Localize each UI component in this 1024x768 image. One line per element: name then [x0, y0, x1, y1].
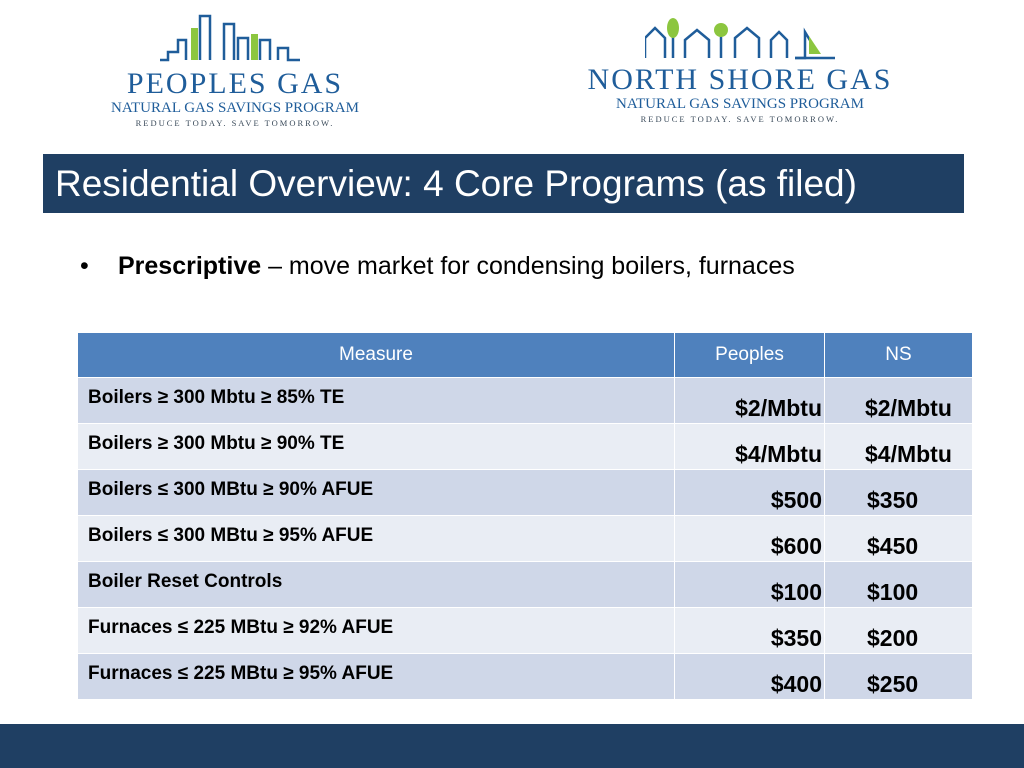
peoples-value-cell: $600 — [675, 516, 825, 562]
city-skyline-icon — [160, 10, 310, 66]
bullet-description: – move market for condensing boilers, furnaces — [261, 252, 795, 280]
ns-value-cell: $350 — [825, 470, 973, 516]
measure-cell: Furnaces ≤ 225 MBtu ≥ 92% AFUE — [78, 608, 675, 654]
north-shore-gas-name: NORTH SHORE GAS — [587, 63, 893, 96]
table-row — [78, 608, 973, 654]
measure-cell: Boilers ≤ 300 MBtu ≥ 95% AFUE — [78, 516, 675, 562]
column-header-peoples: Peoples — [675, 333, 825, 378]
column-header-measure: Measure — [78, 333, 675, 378]
table-row — [78, 562, 973, 608]
table-header-row — [78, 333, 973, 378]
ns-value-cell: $250 — [825, 654, 973, 700]
table-row — [78, 654, 973, 700]
ns-value-cell: $100 — [825, 562, 973, 608]
measure-cell: Boiler Reset Controls — [78, 562, 675, 608]
measure-cell: Boilers ≥ 300 Mbtu ≥ 90% TE — [78, 424, 675, 470]
ns-value-cell: $200 — [825, 608, 973, 654]
incentives-table — [77, 332, 973, 700]
footer-bar — [0, 724, 1024, 768]
bullet-text — [118, 252, 860, 280]
measure-cell: Boilers ≤ 300 MBtu ≥ 90% AFUE — [78, 470, 675, 516]
houses-trees-icon — [645, 14, 835, 62]
ns-value-cell: $450 — [825, 516, 973, 562]
slide-title: Residential Overview: 4 Core Programs (as filed) — [43, 154, 964, 213]
ns-value-cell: $2/Mbtu — [825, 378, 973, 424]
peoples-value-cell: $100 — [675, 562, 825, 608]
peoples-gas-tagline: REDUCE TODAY. SAVE TOMORROW. — [135, 118, 335, 128]
peoples-value-cell: $2/Mbtu — [675, 378, 825, 424]
north-shore-gas-subtitle: NATURAL GAS SAVINGS PROGRAM — [616, 96, 864, 112]
table-row — [78, 378, 973, 424]
table-row — [78, 470, 973, 516]
bullet-marker: • — [80, 252, 89, 280]
north-shore-gas-logo — [560, 14, 920, 125]
measure-cell: Furnaces ≤ 225 MBtu ≥ 95% AFUE — [78, 654, 675, 700]
peoples-value-cell: $400 — [675, 654, 825, 700]
ns-value-cell: $4/Mbtu — [825, 424, 973, 470]
peoples-gas-name: PEOPLES GAS — [126, 67, 344, 100]
table-row — [78, 516, 973, 562]
bullet-bold-term: Prescriptive — [118, 252, 262, 280]
peoples-value-cell: $350 — [675, 608, 825, 654]
peoples-gas-subtitle: NATURAL GAS SAVINGS PROGRAM — [111, 100, 359, 116]
peoples-gas-logo — [80, 10, 390, 129]
table-row — [78, 424, 973, 470]
peoples-value-cell: $4/Mbtu — [675, 424, 825, 470]
bullet-point — [80, 252, 860, 280]
column-header-ns: NS — [825, 333, 973, 378]
measure-cell: Boilers ≥ 300 Mbtu ≥ 85% TE — [78, 378, 675, 424]
north-shore-gas-tagline: REDUCE TODAY. SAVE TOMORROW. — [640, 114, 840, 124]
peoples-value-cell: $500 — [675, 470, 825, 516]
